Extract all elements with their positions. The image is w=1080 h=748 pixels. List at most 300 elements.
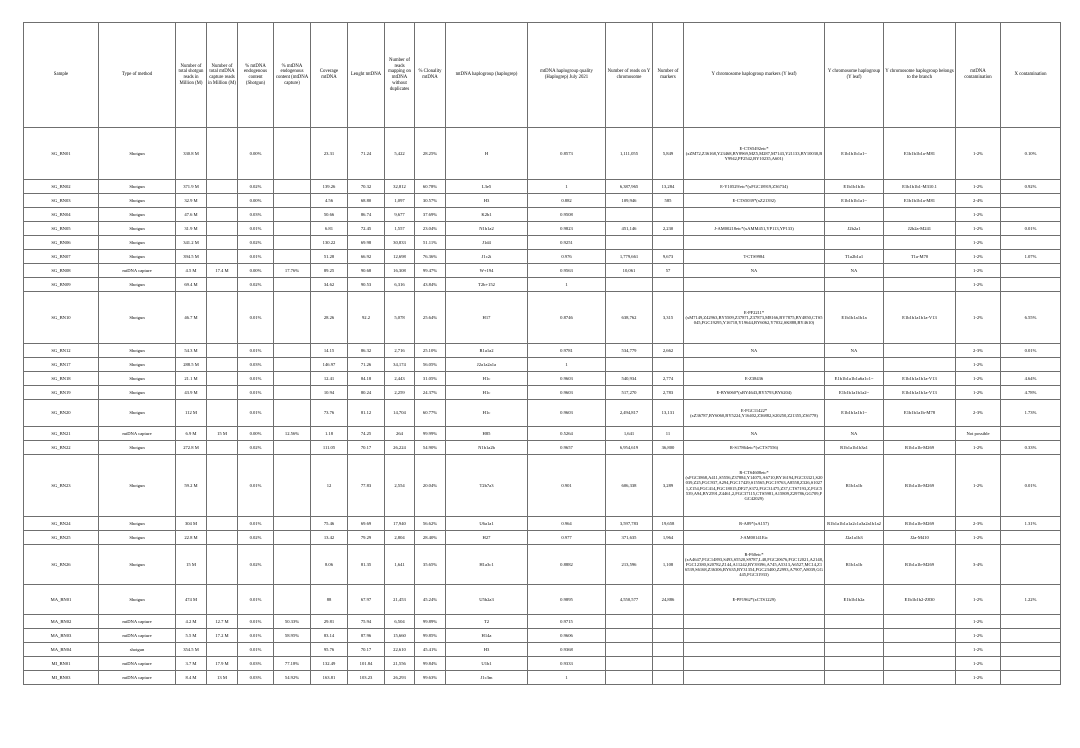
table-cell <box>653 671 684 685</box>
table-cell: 14.15 <box>311 344 348 358</box>
table-cell: Shotgun <box>99 180 176 194</box>
table-cell: K2b1 <box>446 208 528 222</box>
table-cell: 81.35 <box>348 545 385 585</box>
table-cell <box>825 358 884 372</box>
table-cell <box>207 400 238 427</box>
table-cell: 8.4 M <box>176 671 207 685</box>
table-cell: 50.66 <box>311 208 348 222</box>
table-cell: 2-4% <box>956 194 1001 208</box>
table-cell: Shotgun <box>99 236 176 250</box>
table-cell: 2,662 <box>653 344 684 358</box>
table-cell: 69.98 <box>348 236 385 250</box>
table-cell: J1c2i <box>446 250 528 264</box>
table-cell: SG_BN01 <box>24 128 99 180</box>
table-cell <box>884 671 956 685</box>
table-cell <box>1001 671 1061 685</box>
table-cell: Shotgun <box>99 585 176 615</box>
table-cell: SG_BN09 <box>24 278 99 292</box>
table-cell <box>207 292 238 344</box>
table-cell: 2,804 <box>385 531 415 545</box>
table-cell <box>1001 629 1061 643</box>
table-cell: Shotgun <box>99 358 176 372</box>
table-cell: E1b1b1a1b1a-V13 <box>884 386 956 400</box>
table-cell <box>825 629 884 643</box>
table-cell: 19,658 <box>653 517 684 531</box>
table-cell: 13 M <box>207 671 238 685</box>
table-cell: 2-3% <box>956 517 1001 531</box>
table-cell: 72.45 <box>348 222 385 236</box>
table-cell: 12,698 <box>385 250 415 264</box>
table-cell: 17.9 M <box>207 657 238 671</box>
column-header: Number of markers <box>653 23 684 128</box>
table-cell <box>825 657 884 671</box>
table-cell <box>207 585 238 615</box>
table-cell: 28.26 <box>311 292 348 344</box>
table-cell: H17 <box>446 292 528 344</box>
table-cell: 0.01% <box>238 615 274 629</box>
table-cell: 4.2 M <box>176 615 207 629</box>
table-cell: E1b1b1a1b1a6a1c1~ <box>825 372 884 386</box>
table-cell: SG_BN24 <box>24 517 99 531</box>
table-cell: J-AM00141Etc <box>684 531 825 545</box>
table-cell: 0.02% <box>238 441 274 455</box>
table-cell: 99.63% <box>415 671 446 685</box>
table-cell: SG_BN04 <box>24 208 99 222</box>
table-cell: 57 <box>653 264 684 278</box>
table-cell: mtDNA capture <box>99 264 176 278</box>
table-cell: SG_BN23 <box>24 455 99 517</box>
table-cell <box>1001 194 1061 208</box>
table-cell: 2-3% <box>956 400 1001 427</box>
table-cell: 76.36% <box>415 250 446 264</box>
table-cell: Shotgun <box>99 222 176 236</box>
table-cell: mtDNA capture <box>99 657 176 671</box>
table-cell <box>825 208 884 222</box>
table-cell: E1b1b1b1-M310.1 <box>884 180 956 194</box>
table-cell: E1b1b1a1b1~ <box>825 400 884 427</box>
table-cell <box>684 643 825 657</box>
table-cell: 11 <box>653 427 684 441</box>
table-cell: 54.3 M <box>176 344 207 358</box>
table-cell: 3-4% <box>956 545 1001 585</box>
table-cell: 4,550,577 <box>606 585 653 615</box>
table-cell <box>207 194 238 208</box>
table-cell <box>1001 545 1061 585</box>
table-cell: MA_BN02 <box>24 615 99 629</box>
table-cell: NA <box>825 264 884 278</box>
table-cell <box>207 517 238 531</box>
table-cell <box>606 358 653 372</box>
column-header: X contamination <box>1001 23 1061 128</box>
table-cell <box>207 344 238 358</box>
table-cell: 12.7 M <box>207 615 238 629</box>
table-cell: Shotgun <box>99 372 176 386</box>
table-cell: 67.97 <box>348 585 385 615</box>
table-cell: 25.64% <box>415 292 446 344</box>
table-cell: R-S17864etc*(xCTS7556) <box>684 441 825 455</box>
table-cell: E-PF1962*(xCTS1229) <box>684 585 825 615</box>
table-row <box>24 531 1061 545</box>
table-cell: R1b1a1b1a1a2c1a3a2a1b1a2 <box>825 517 884 531</box>
table-cell: Shotgun <box>99 531 176 545</box>
table-cell: 69.4 M <box>176 278 207 292</box>
table-cell: 4.64% <box>1001 372 1061 386</box>
table-cell: 31.05% <box>415 372 446 386</box>
table-cell: 15 M <box>176 545 207 585</box>
table-cell: E-Y10529/etc*(xFGC18919,Z36734) <box>684 180 825 194</box>
table-cell: H1c <box>446 372 528 386</box>
table-cell: R1b1a1b-M269 <box>884 545 956 585</box>
table-cell: H <box>446 128 528 180</box>
table-cell <box>653 358 684 372</box>
table-cell: MA_BN01 <box>24 585 99 615</box>
table-cell: R-CTS4608etc*(xFGC3868,A411,S5556,Z37884,Y14075,A6710,BY16194,FGC33321,S20039,Z25,FGC937,A294,FGC17429,S15565,FGC19763,A8558,Z326,S10271,Z154,FGC414,FGC18015,DF27,S372,FGC31475,Z37,CTS7193,Z,FGC5539,A94,BY2591,Z4461,2,FGC37115,CTS5981,A15809,Z29786,GG709,FGC42029) <box>684 455 825 517</box>
table-cell: N1b1a2 <box>446 222 528 236</box>
table-cell: MI_BN03 <box>24 671 99 685</box>
table-cell: 8.06 <box>311 545 348 585</box>
table-cell <box>825 615 884 629</box>
table-cell <box>274 386 311 400</box>
table-cell: 50.33% <box>274 615 311 629</box>
table-cell: SG_BN18 <box>24 372 99 386</box>
table-cell: 1,779,661 <box>606 250 653 264</box>
table-cell: 28.25% <box>415 128 446 180</box>
table-cell <box>1001 427 1061 441</box>
table-cell: 534,779 <box>606 344 653 358</box>
table-cell <box>207 236 238 250</box>
table-cell: Shotgun <box>99 194 176 208</box>
table-row <box>24 264 1061 278</box>
column-header: Number of total shotgun reads in Million (M) <box>176 23 207 128</box>
table-cell: 0.03% <box>238 208 274 222</box>
table-cell: 77.18% <box>274 657 311 671</box>
table-cell <box>274 531 311 545</box>
table-row <box>24 222 1061 236</box>
table-cell: R1b1a1b <box>825 455 884 517</box>
column-header: mtDNA contamination <box>956 23 1001 128</box>
table-cell <box>274 208 311 222</box>
table-cell: 0.01% <box>238 643 274 657</box>
table-cell: Shotgun <box>99 344 176 358</box>
table-cell: mtDNA capture <box>99 427 176 441</box>
table-cell: 1.31% <box>1001 517 1061 531</box>
table-cell: 6.55% <box>1001 292 1061 344</box>
table-cell: MI_BN01 <box>24 657 99 671</box>
table-cell: 70.17 <box>348 643 385 657</box>
table-row <box>24 657 1061 671</box>
table-cell: H85 <box>446 427 528 441</box>
table-cell: 0.882 <box>528 194 606 208</box>
table-cell <box>274 180 311 194</box>
table-cell: 13,131 <box>653 400 684 427</box>
table-cell <box>884 264 956 278</box>
table-cell: 1-2% <box>956 128 1001 180</box>
table-cell: H3 <box>446 194 528 208</box>
table-cell: 32,812 <box>385 180 415 194</box>
table-cell: 1-2% <box>956 372 1001 386</box>
table-cell: NA <box>825 427 884 441</box>
header-row <box>24 23 1061 128</box>
column-header: Y chromosome haplogroup belongs to the branch <box>884 23 956 128</box>
table-cell: 146.97 <box>311 358 348 372</box>
table-cell: 585 <box>653 194 684 208</box>
table-cell: J2b2a1 <box>825 222 884 236</box>
table-cell: 0.5264 <box>528 427 606 441</box>
table-cell: 0.01% <box>238 400 274 427</box>
table-cell: Shotgun <box>99 386 176 400</box>
table-row <box>24 585 1061 615</box>
table-cell: SG_BN26 <box>24 545 99 585</box>
table-cell: 34.62 <box>311 278 348 292</box>
table-cell <box>825 643 884 657</box>
table-cell: 1.73% <box>1001 400 1061 427</box>
table-cell: 0.02% <box>238 531 274 545</box>
table-cell: 81.12 <box>348 400 385 427</box>
table-cell <box>274 643 311 657</box>
table-cell <box>684 236 825 250</box>
table-cell: 90.53 <box>348 278 385 292</box>
table-cell: 6,504 <box>385 615 415 629</box>
table-cell: 1-2% <box>956 180 1001 194</box>
table-cell: 70.32 <box>348 180 385 194</box>
table-cell: 36,800 <box>653 441 684 455</box>
table-cell: 43.9 M <box>176 386 207 400</box>
table-cell: 288.5 M <box>176 358 207 372</box>
table-cell <box>1001 278 1061 292</box>
table-cell: 111.05 <box>311 441 348 455</box>
table-cell: H1a3c1 <box>446 545 528 585</box>
table-cell <box>884 208 956 222</box>
table-cell: 0.9823 <box>528 222 606 236</box>
table-cell: 83.14 <box>311 629 348 643</box>
table-cell <box>274 236 311 250</box>
table-cell: 130.22 <box>311 236 348 250</box>
table-cell: 6.9 M <box>176 427 207 441</box>
table-cell: mtDNA capture <box>99 615 176 629</box>
table-cell: 0.92% <box>1001 180 1061 194</box>
table-cell: 0.977 <box>528 531 606 545</box>
table-row <box>24 128 1061 180</box>
table-cell: 1-2% <box>956 386 1001 400</box>
table-cell: Shotgun <box>99 278 176 292</box>
table-cell: 0.9657 <box>528 441 606 455</box>
table-cell <box>274 545 311 585</box>
table-cell: R1b1a1b-M269 <box>884 441 956 455</box>
table-cell: mtDNA capture <box>99 629 176 643</box>
table-cell: NA <box>825 344 884 358</box>
table-cell: 66.92 <box>348 250 385 264</box>
table-body <box>24 128 1061 685</box>
table-cell: H1c <box>446 386 528 400</box>
table-cell: 0.9603 <box>528 400 606 427</box>
table-cell: 1.18 <box>311 427 348 441</box>
table-cell: E1b1b1a1b1a-V13 <box>884 372 956 386</box>
table-cell: 1-2% <box>956 657 1001 671</box>
table-cell: NA <box>684 264 825 278</box>
table-cell: 0.10% <box>1001 128 1061 180</box>
table-row <box>24 358 1061 372</box>
table-cell: 451,146 <box>606 222 653 236</box>
table-cell: 75.46 <box>311 517 348 531</box>
table-cell: 0.8882 <box>528 545 606 585</box>
table-cell: E1b1b1b1b <box>825 180 884 194</box>
table-cell: 2,716 <box>385 344 415 358</box>
table-cell: Shotgun <box>99 545 176 585</box>
table-cell <box>606 657 653 671</box>
table-cell: 10.94 <box>311 386 348 400</box>
table-cell: 272.8 M <box>176 441 207 455</box>
samples-table <box>23 22 1061 685</box>
table-cell: 0.02% <box>238 236 274 250</box>
table-cell <box>207 222 238 236</box>
table-cell: 17.76% <box>274 264 311 278</box>
column-header: Lenght mtDNA <box>348 23 385 128</box>
table-cell <box>1001 358 1061 372</box>
table-cell <box>207 643 238 657</box>
table-cell: 14,704 <box>385 400 415 427</box>
table-cell <box>884 344 956 358</box>
table-cell <box>825 278 884 292</box>
table-cell: 0.9781 <box>528 344 606 358</box>
table-cell: H1c <box>446 400 528 427</box>
table-cell: 1-2% <box>956 292 1001 344</box>
table-cell: J2a1a2a1a <box>446 358 528 372</box>
table-cell: 88 <box>311 585 348 615</box>
table-cell: 0.8573 <box>528 128 606 180</box>
table-cell: 60.77% <box>415 400 446 427</box>
table-cell: 87.96 <box>348 629 385 643</box>
table-row <box>24 372 1061 386</box>
table-cell <box>884 615 956 629</box>
table-cell: J2b2a-M241 <box>884 222 956 236</box>
table-cell: 2,443 <box>385 372 415 386</box>
table-cell <box>207 372 238 386</box>
table-cell: NA <box>684 344 825 358</box>
table-cell: 304 M <box>176 517 207 531</box>
table-cell: 10,061 <box>606 264 653 278</box>
table-cell: 3,315 <box>653 292 684 344</box>
table-cell: E1b1b1a1b1a <box>825 292 884 344</box>
table-cell: 13,284 <box>653 180 684 194</box>
table-cell: 2-3% <box>956 344 1001 358</box>
table-cell <box>606 671 653 685</box>
table-cell: 12.56% <box>274 427 311 441</box>
table-cell: 6.81 <box>311 222 348 236</box>
table-cell: 0.02% <box>238 545 274 585</box>
table-cell <box>684 657 825 671</box>
table-cell: 34,174 <box>385 358 415 372</box>
table-cell <box>884 643 956 657</box>
table-cell: 5,422 <box>385 128 415 180</box>
table-cell: 0.01% <box>238 585 274 615</box>
table-cell <box>207 545 238 585</box>
table-cell: 28.40% <box>415 531 446 545</box>
table-cell: E1b1b1b2-Z830 <box>884 585 956 615</box>
column-header: Number of reads mapping on mtDNA without duplicates <box>385 23 415 128</box>
table-cell: Shotgun <box>99 400 176 427</box>
table-cell: 2,774 <box>653 372 684 386</box>
table-cell <box>1001 236 1061 250</box>
table-cell: E-FGC11422*(xZ36787,BY6060,BY5224,Y16402,Z36882,S20250,Z21355,Z36778) <box>684 400 825 427</box>
table-cell: E1b1b1a1b-M78 <box>884 400 956 427</box>
table-cell: U5b2a3 <box>446 585 528 615</box>
table-cell: 69.69 <box>348 517 385 531</box>
table-cell: 0.02% <box>238 180 274 194</box>
table-cell: 3,597,783 <box>606 517 653 531</box>
table-cell: 1 <box>528 358 606 372</box>
table-cell: 6,954,619 <box>606 441 653 455</box>
table-row <box>24 386 1061 400</box>
table-cell: 371,635 <box>606 531 653 545</box>
table-cell: 4.56 <box>311 194 348 208</box>
table-cell: 31.9 M <box>176 222 207 236</box>
table-cell: SG_BN06 <box>24 236 99 250</box>
table-cell: 1-2% <box>956 236 1001 250</box>
table-cell <box>1001 531 1061 545</box>
table-cell: 0.01% <box>238 386 274 400</box>
table-cell: 51.11% <box>415 236 446 250</box>
table-cell: shotgun <box>99 643 176 657</box>
table-cell <box>274 358 311 372</box>
table-cell <box>274 222 311 236</box>
table-cell: 330.8 M <box>176 128 207 180</box>
table-cell: 12 <box>311 455 348 517</box>
table-row <box>24 455 1061 517</box>
table-cell: H27 <box>446 531 528 545</box>
table-cell: E1b1b1b2a <box>825 585 884 615</box>
table-cell: 1-2% <box>956 671 1001 685</box>
table-cell: 0.01% <box>238 344 274 358</box>
table-cell: 0.01% <box>238 250 274 264</box>
table-cell: MA_BN03 <box>24 629 99 643</box>
table-cell: 1-2% <box>956 629 1001 643</box>
table-cell: 101.84 <box>348 657 385 671</box>
table-cell: 163.81 <box>311 671 348 685</box>
table-row <box>24 344 1061 358</box>
table-cell: 3.7 M <box>176 657 207 671</box>
table-cell: 0.01% <box>1001 222 1061 236</box>
table-cell: 1,641 <box>606 427 653 441</box>
table-cell: 80.24 <box>348 386 385 400</box>
table-cell: 21,556 <box>385 657 415 671</box>
column-header: Type of method <box>99 23 176 128</box>
table-cell <box>207 441 238 455</box>
table-cell <box>884 278 956 292</box>
table-cell: T1a-M70 <box>884 250 956 264</box>
table-cell: R1b1a1b-M269 <box>884 455 956 517</box>
table-cell: 0.01% <box>238 517 274 531</box>
table-cell: E-PF2211*(xM7149,Z42963,BY5509,Z37871,Z37873,M8166,BY7875,BY4850,CTS5045,FGC19295,Y16718,Y19644,BY6062,Y7032,SK888,BY4610) <box>684 292 825 344</box>
table-cell: 99.99% <box>415 427 446 441</box>
table-cell: 0.9606 <box>528 629 606 643</box>
table-cell: 24.37% <box>415 386 446 400</box>
table-cell: 45.41% <box>415 643 446 657</box>
table-cell: SG_BN07 <box>24 250 99 264</box>
table-cell: N1b1a2b <box>446 441 528 455</box>
table-cell: E1b1b1b1a-M81 <box>884 128 956 180</box>
table-cell: 6,316 <box>385 278 415 292</box>
table-cell: 0.02% <box>238 278 274 292</box>
table-cell: 1,964 <box>653 531 684 545</box>
table-cell: E1b1b1a1b1a-V13 <box>884 292 956 344</box>
table-cell: R1b1a1b-M269 <box>884 517 956 531</box>
table-cell: 0.00% <box>238 427 274 441</box>
table-cell: 213,596 <box>606 545 653 585</box>
table-cell: 1-2% <box>956 441 1001 455</box>
table-cell: 59.2 M <box>176 455 207 517</box>
table-cell: 1 <box>528 671 606 685</box>
table-cell <box>1001 264 1061 278</box>
